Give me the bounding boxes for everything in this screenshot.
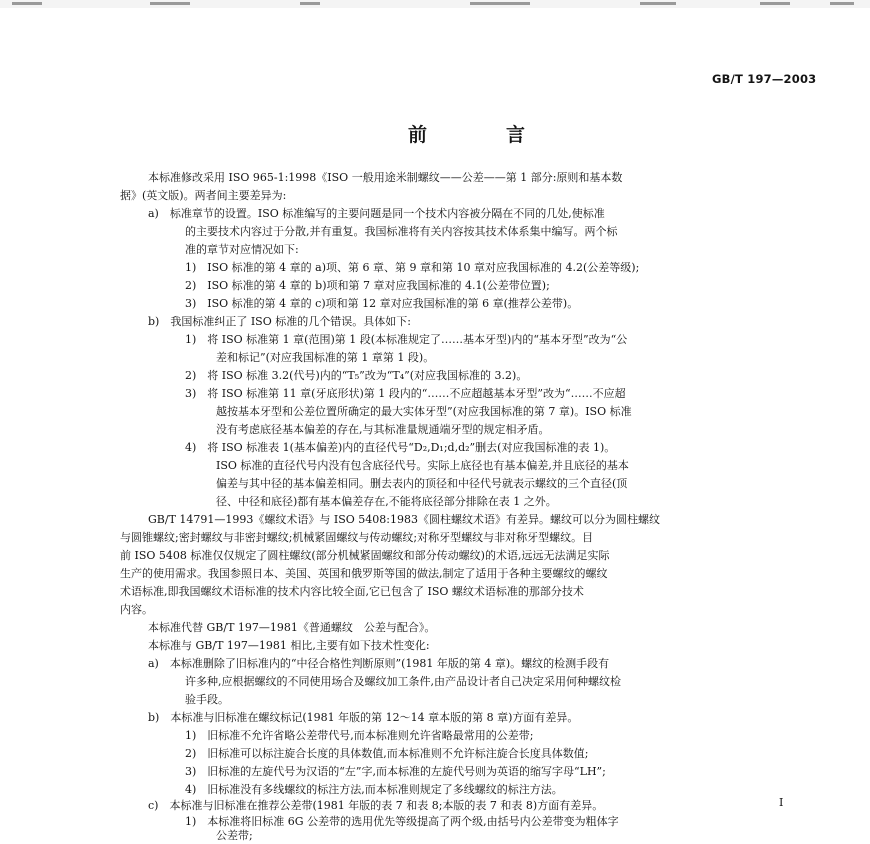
- body-line: 的主要技术内容过于分散,并有重复。我国标准将有关内容按其技术体系集中编写。两个标: [185, 225, 618, 238]
- body-line: 内容。: [120, 603, 153, 616]
- body-line: 公差带;: [216, 829, 253, 842]
- body-line: 3) 旧标准的左旋代号为汉语的“左”字,而本标准的左旋代号则为英语的缩写字母“LH”;: [185, 765, 606, 778]
- body-line: a) 标准章节的设置。ISO 标准编写的主要问题是同一个技术内容被分隔在不同的几处,使标准: [148, 207, 605, 220]
- body-line: 本标准与 GB/T 197—1981 相比,主要有如下技术性变化:: [148, 639, 430, 652]
- body-line: 越按基本牙型和公差位置所确定的最大实体牙型”(对应我国标准的第 7 章)。ISO 标准: [216, 405, 632, 418]
- page-number: I: [779, 796, 784, 809]
- body-line: 3) 将 ISO 标准第 11 章(牙底形状)第 1 段内的“……不应超越基本牙型”改为“……不应超: [185, 387, 626, 400]
- standard-code: GB/T 197—2003: [712, 72, 817, 86]
- body-line: 3) ISO 标准的第 4 章的 c)项和第 12 章对应我国标准的第 6 章(推荐公差带)。: [185, 297, 579, 310]
- body-line: 生产的使用需求。我国参照日本、美国、英国和俄罗斯等国的做法,制定了适用于各种主要螺纹的螺纹: [120, 567, 608, 580]
- body-line: b) 本标准与旧标准在螺纹标记(1981 年版的第 12～14 章本版的第 8 章)方面有差异。: [148, 711, 579, 724]
- body-line: 1) 本标准将旧标准 6G 公差带的选用优先等级提高了两个级,由括号内公差带变为粗体字: [185, 815, 619, 828]
- body-line: 许多种,应根据螺纹的不同使用场合及螺纹加工条件,由产品设计者自己决定采用何种螺纹检: [185, 675, 621, 688]
- body-line: 差和标记”(对应我国标准的第 1 章第 1 段)。: [216, 351, 435, 364]
- body-line: 据》(英文版)。两者间主要差异为:: [120, 189, 287, 202]
- body-line: 偏差与其中径的基本偏差相同。删去表内的顶径和中径代号就表示螺纹的三个直径(顶: [216, 477, 628, 490]
- body-line: 没有考虑底径基本偏差的存在,与其标准量规通端牙型的规定相矛盾。: [216, 423, 550, 436]
- body-line: 4) 将 ISO 标准表 1(基本偏差)内的直径代号“D₂,D₁;d,d₂”删去(对应我国标准的表 1)。: [185, 441, 616, 454]
- body-line: 1) 旧标准不允许省略公差带代号,而本标准则允许省略最常用的公差带;: [185, 729, 534, 742]
- body-line: 术语标准,即我国螺纹术语标准的技术内容比较全面,它已包含了 ISO 螺纹术语标准的那部分技术: [120, 585, 584, 598]
- body-line: 1) ISO 标准的第 4 章的 a)项、第 6 章、第 9 章和第 10 章对应我国标准的 4.2(公差等级);: [185, 261, 640, 274]
- body-line: 本标准修改采用 ISO 965-1:1998《ISO 一般用途米制螺纹——公差——第 1 部分:原则和基本数: [148, 171, 623, 184]
- page-title: 前 言: [408, 124, 556, 146]
- body-line: GB/T 14791—1993《螺纹术语》与 ISO 5408:1983《圆柱螺纹术语》有差异。螺纹可以分为圆柱螺纹: [148, 513, 660, 526]
- body-line: c) 本标准与旧标准在推荐公差带(1981 年版的表 7 和表 8;本版的表 7 和表 8)方面有差异。: [148, 799, 604, 812]
- body-line: 2) 将 ISO 标准 3.2(代号)内的“T₅”改为“T₄”(对应我国标准的 3.2)。: [185, 369, 528, 382]
- body-line: b) 我国标准纠正了 ISO 标准的几个错误。具体如下:: [148, 315, 411, 328]
- body-line: a) 本标准删除了旧标准内的“中径合格性判断原则”(1981 年版的第 4 章)。螺纹的检测手段有: [148, 657, 610, 670]
- body-line: 本标准代替 GB/T 197—1981《普通螺纹 公差与配合》。: [148, 621, 436, 634]
- body-line: ISO 标准的直径代号内没有包含底径代号。实际上底径也有基本偏差,并且底径的基本: [216, 459, 629, 472]
- body-line: 2) 旧标准可以标注旋合长度的具体数值,而本标准则不允许标注旋合长度具体数值;: [185, 747, 589, 760]
- scan-top-edge: [0, 0, 870, 8]
- body-line: 前 ISO 5408 标准仅仅规定了圆柱螺纹(部分机械紧固螺纹和部分传动螺纹)的术语,远远无法满足实际: [120, 549, 610, 562]
- body-line: 径、中径和底径)都有基本偏差存在,不能将底径部分排除在表 1 之外。: [216, 495, 557, 508]
- body-line: 准的章节对应情况如下:: [185, 243, 299, 256]
- body-line: 4) 旧标准没有多线螺纹的标注方法,而本标准则规定了多线螺纹的标注方法。: [185, 783, 563, 796]
- body-line: 验手段。: [185, 693, 229, 706]
- body-line: 与圆锥螺纹;密封螺纹与非密封螺纹;机械紧固螺纹与传动螺纹;对称牙型螺纹与非对称牙型螺纹。目: [120, 531, 594, 544]
- body-line: 1) 将 ISO 标准第 1 章(范围)第 1 段(本标准规定了……基本牙型)内的“基本牙型”改为“公: [185, 333, 628, 346]
- body-line: 2) ISO 标准的第 4 章的 b)项和第 7 章对应我国标准的 4.1(公差带位置);: [185, 279, 550, 292]
